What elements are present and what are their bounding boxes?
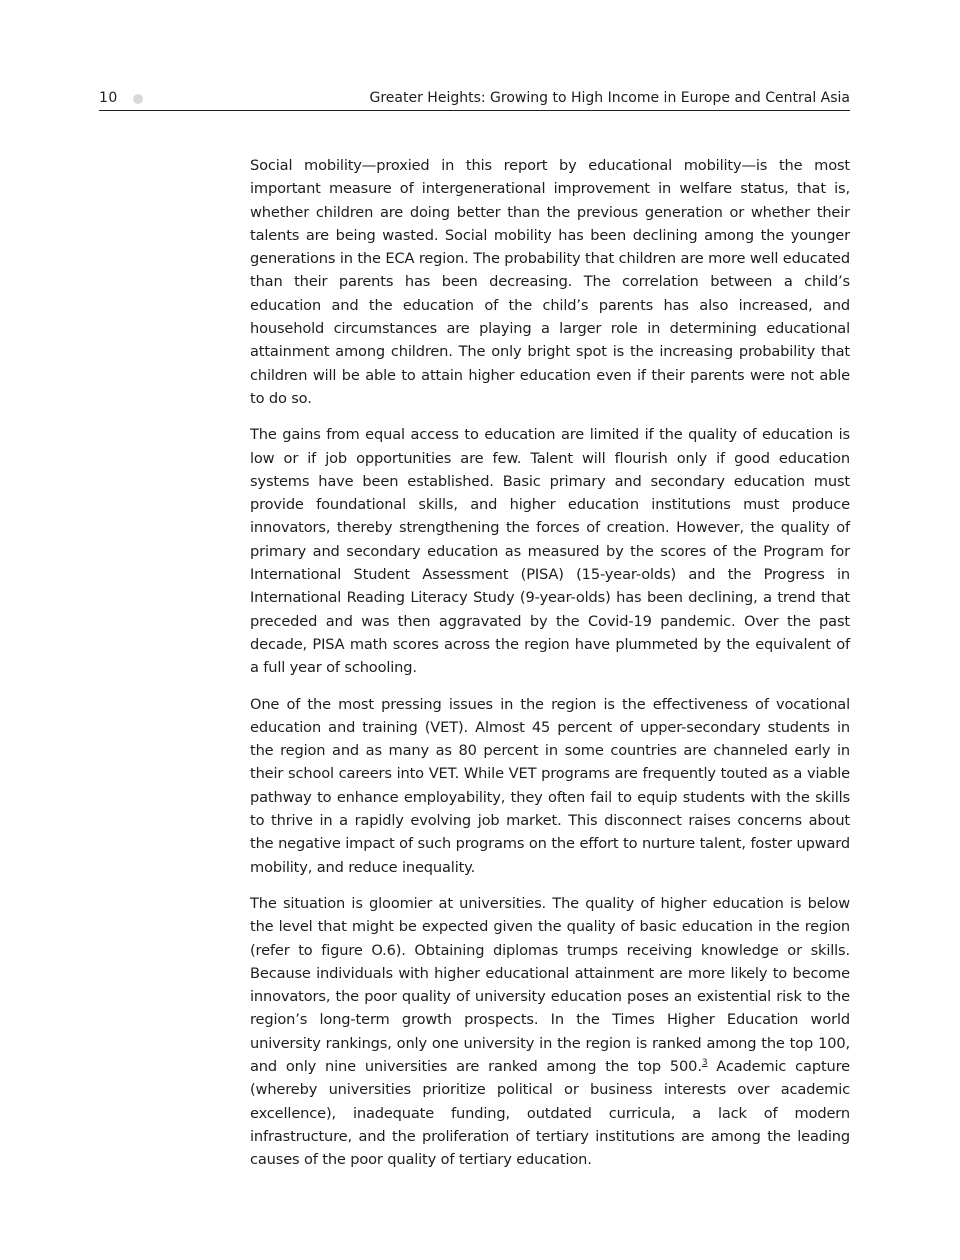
running-title: Greater Heights: Growing to High Income in Europe and Central Asia bbox=[369, 90, 850, 106]
page-number: 10 bbox=[99, 90, 118, 106]
running-head bbox=[99, 89, 850, 111]
body-text bbox=[250, 154, 850, 1184]
page-number-dot-ornament bbox=[133, 94, 143, 104]
paragraph-universities bbox=[250, 892, 850, 1172]
paragraph-education-quality: The gains from equal access to education are limited if the quality of education is low or if job opportunities are few. Talent will flourish only if good education systems have been established. Basic primary and secondary education must provide foundational skills, and higher education institutions must produce innovators, thereby strengthening the forces of creation. However, the quality of primary and secondary education as measured by the scores of the Program for International Student Assessment (PISA) (15-year-olds) and the Progress in International Reading Literacy Study (9-year-olds) has been declining, a trend that preceded and was then aggravated by the Covid-19 pandemic. Over the past decade, PISA math scores across the region have plummeted by the equivalent of a full year of schooling. bbox=[250, 426, 850, 677]
paragraph-universities-text-before: The situation is gloomier at universities. The quality of higher education is below the level that might be expected given the quality of basic education in the region (refer to figure O.6). Obtaining diplomas trumps receiving knowledge or skills. Because individuals with higher educational attainment are more likely to become innovators, the poor quality of university education poses an existential risk to the region’s long-term growth prospects. In the Times Higher Education world university rankings, only one university in the region is ranked among the top 100, and only nine universities are ranked among the top 500. bbox=[250, 894, 850, 1075]
endnote-reference-link[interactable]: 3 bbox=[701, 1058, 708, 1069]
paragraph-vocational-education: One of the most pressing issues in the region is the effectiveness of vocational education and training (VET). Almost 45 percent of upper-secondary students in the region and as many as 80 percent in some countries are channeled early in their school careers into VET. While VET programs are frequently touted as a viable pathway to enhance employability, they often fail to equip students with the skills to thrive in a rapidly evolving job market. This disconnect raises concerns about the negative impact of such programs on the effort to nurture talent, foster upward mobility, and reduce inequality. bbox=[250, 695, 850, 876]
paragraph-universities-text-after: Academic capture (whereby universities prioritize political or business interests over academic excellence), inadequate funding, outdated curricula, a lack of modern infrastructure, and the proliferation of tertiary institutions are among the leading causes of the poor quality of tertiary education. bbox=[250, 1057, 850, 1169]
paragraph-social-mobility: Social mobility—proxied in this report by educational mobility—is the most important measure of intergenerational improvement in welfare status, that is, whether children are doing better than the previous generation or whether their talents are being wasted. Social mobility has been declining among the younger generations in the ECA region. The probability that children are more well educated than their parents has been decreasing. The correlation between a child’s education and the education of the child’s parents has also increased, and household circumstances are playing a larger role in determining educational attainment among children. The only bright spot is the increasing probability that children will be able to attain higher education even if their parents were not able to do so. bbox=[250, 157, 850, 407]
